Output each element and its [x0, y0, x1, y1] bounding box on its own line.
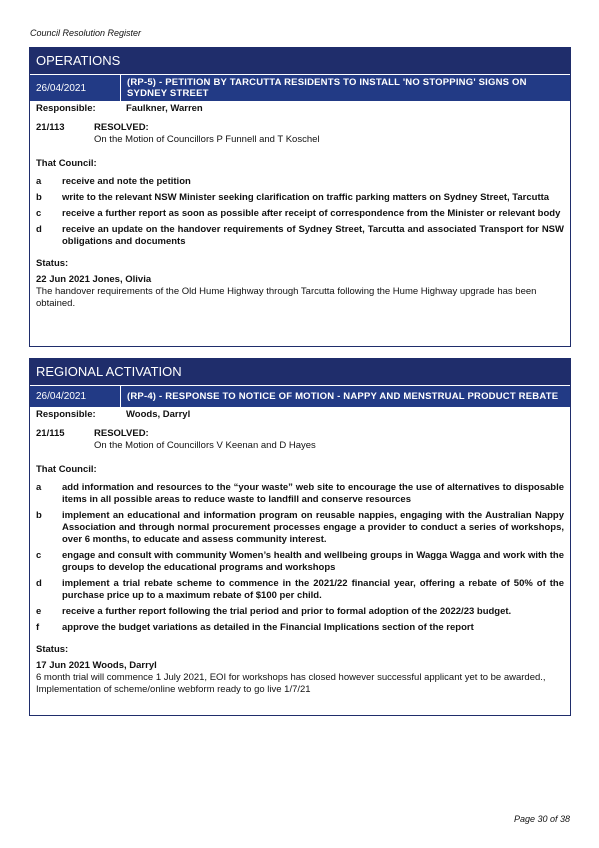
status-text: The handover requirements of the Old Hume Highway through Tarcutta following the Hume Highway upgrade has been obtained. [36, 286, 537, 309]
that-council-label: That Council: [36, 464, 97, 475]
resolved-label: RESOLVED: [94, 428, 149, 439]
list-item: d implement a trial rebate scheme to commence in the 2021/22 financial year, offering a rebate of 50% of the purchase price up to a maximum rebate of $100 per child. [36, 578, 564, 601]
resolution-number: 21/115 [36, 428, 65, 439]
item-date: 26/04/2021 [36, 391, 87, 402]
status-author: 17 Jun 2021 Woods, Darryl [36, 660, 157, 671]
resolution-number: 21/113 [36, 122, 65, 133]
list-item: b write to the relevant NSW Minister seeking clarification on traffic parking matters on Sydney Street, Tarcutta [36, 192, 550, 203]
page-number: Page 30 of 38 [513, 814, 570, 824]
motion-text: On the Motion of Councillors P Funnell and T Koschel [94, 134, 320, 145]
section-title: OPERATIONS [30, 48, 570, 74]
item-title: (RP-5) - PETITION BY TARCUTTA RESIDENTS TO INSTALL 'NO STOPPING' SIGNS ON SYDNEY STREET [120, 75, 570, 101]
status-author: 22 Jun 2021 Jones, Olivia [36, 274, 152, 285]
responsible-name: Woods, Darryl [126, 409, 191, 420]
resolved-label: RESOLVED: [94, 122, 149, 133]
status-label: Status: [36, 644, 69, 655]
motion-text: On the Motion of Councillors V Keenan and D Hayes [94, 440, 316, 451]
status-text: 6 month trial will commence 1 July 2021, EOI for workshops has closed however successful applicant yet to be awarded., Implementation of scheme/online webform ready to go live 1/7/21 [36, 672, 546, 695]
list-item: f approve the budget variations as detailed in the Financial Implications section of the report [36, 622, 474, 633]
document-header: Council Resolution Register [30, 28, 142, 38]
item-title: (RP-4) - RESPONSE TO NOTICE OF MOTION - NAPPY AND MENSTRUAL PRODUCT REBATE [120, 386, 570, 407]
item-header [30, 385, 570, 407]
that-council-label: That Council: [36, 158, 97, 169]
status-label: Status: [36, 258, 69, 269]
list-item: c receive a further report as soon as possible after receipt of correspondence from the Minister or relevant body [36, 208, 561, 219]
section-title: REGIONAL ACTIVATION [30, 359, 570, 385]
list-item: d receive an update on the handover requirements of Sydney Street, Tarcutta and associated Transport for NSW obligations and documents [36, 224, 564, 247]
responsible-label: Responsible: [36, 103, 96, 114]
list-item: b implement an educational and information program on reusable nappies, engaging with the Australian Nappy Association and through normal procurement processes engage a provider to conduct a series of workshops, over 6 months, to educate and assess community interest. [36, 510, 564, 545]
list-item: a add information and resources to the “your waste” web site to encourage the use of alternatives to disposable items in all possible areas to reduce waste to landfill and conserve resources [36, 482, 564, 505]
responsible-name: Faulkner, Warren [126, 103, 203, 114]
item-header [30, 74, 570, 101]
list-item: c engage and consult with community Women’s health and wellbeing groups in Wagga Wagga and work with the groups to develop the educational programs and workshops [36, 550, 564, 573]
item-date: 26/04/2021 [36, 82, 87, 94]
section-operations [29, 47, 571, 347]
list-item: a receive and note the petition [36, 176, 191, 187]
section-regional-activation [29, 358, 571, 716]
list-item: e receive a further report following the trial period and prior to formal adoption of the 2022/23 budget. [36, 606, 512, 617]
responsible-label: Responsible: [36, 409, 96, 420]
